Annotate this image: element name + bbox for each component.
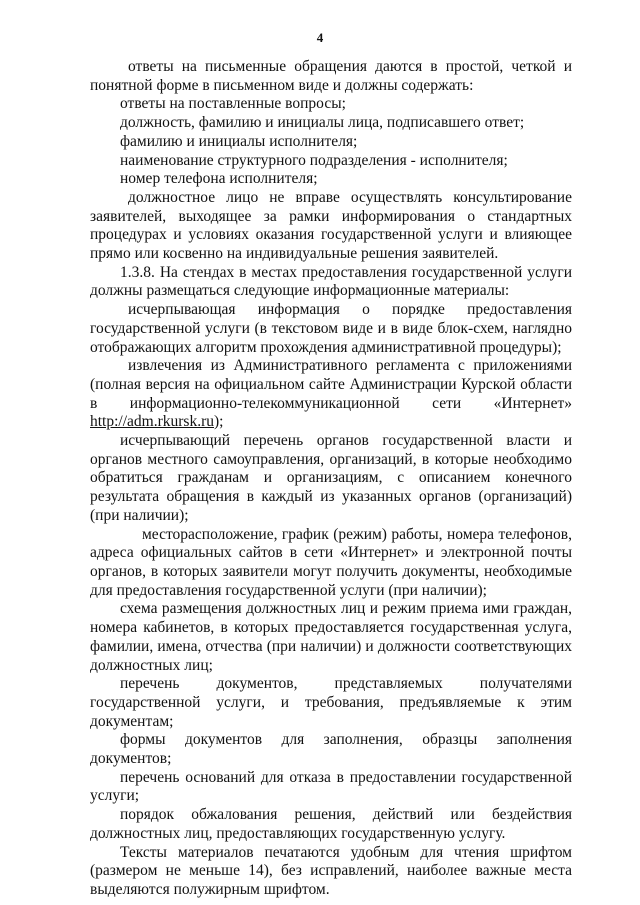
paragraph-executor-phone: номер телефона исполнителя;	[120, 170, 318, 188]
paragraph-procedure-info: исчерпывающая информация о порядке предоставления государственной услуги (в текстовом виде и в виде блок-схем, наглядно отображающих алгоритм прохождения административной процедуры);	[90, 301, 572, 356]
paragraph-division-name: наименование структурного подразделения - исполнителя;	[120, 151, 508, 169]
extract-tail: );	[214, 413, 224, 431]
adm-rkursk-link[interactable]: http://adm.rkursk.ru	[90, 413, 214, 431]
paragraph-document-forms: формы документов для заполнения, образцы заполнения документов;	[90, 731, 572, 768]
paragraph-print-requirements: Тексты материалов печатаются удобным для чтения шрифтом (размером не меньше 14), без исправлений, наиболее важные места выделяются полужирным шрифтом.	[90, 843, 572, 898]
paragraph-signer-position: должность, фамилию и инициалы лица, подписавшего ответ;	[120, 114, 525, 132]
page-number: 4	[316, 30, 324, 45]
paragraph-location-schedule: месторасположение, график (режим) работы, номера телефонов, адреса официальных сайтов в сети «Интернет» и электронной почты органов, в которых заявители могут получить документы, необходимые для предоставления государственной услуги (при наличии);	[90, 525, 572, 599]
document-body	[90, 58, 572, 900]
paragraph-official-restriction: должностное лицо не вправе осуществлять консультирование заявителей, выходящее за рамки информирования о стандартных процедурах и условиях оказания государственной услуги и влияющее прямо или косвенно на индивидуальные решения заявителей.	[90, 188, 572, 263]
paragraph-staff-placement: схема размещения должностных лиц и режим приема ими граждан, номера кабинетов, в которых предоставляется государственная услуга, фамилии, имена, отчества (при наличии) и должности соответствующих должностных лиц;	[90, 600, 572, 674]
paragraph-authorities-list: исчерпывающий перечень органов государственной власти и органов местного самоуправления, организаций, в которые необходимо обратиться гражданам и организациям, с описанием конечного результата обращения в каждый из указанных органов (организаций) (при наличии);	[90, 432, 572, 524]
paragraph-regulation-extracts	[90, 357, 572, 432]
extract-text: извлечения из Административного регламента с приложениями (полная версия на официальном сайте Администрации Курской области в информационно-телекоммуникационной сети «Интернет»	[90, 357, 572, 412]
paragraph-written-answers: ответы на письменные обращения даются в простой, четкой и понятной форме в письменном виде и должны содержать:	[90, 58, 572, 94]
paragraph-documents-list: перечень документов, представляемых получателями государственной услуги, и требования, предъявляемые к этим документам;	[90, 675, 572, 730]
paragraph-appeal-procedure: порядок обжалования решения, действий или бездействия должностных лиц, предоставляющих государственную услугу.	[90, 806, 572, 842]
paragraph-refusal-grounds: перечень оснований для отказа в предоставлении государственной услуги;	[90, 768, 572, 805]
paragraph-section-1-3-8: 1.3.8. На стендах в местах предоставления государственной услуги должны размещаться следующие информационные материалы:	[90, 263, 572, 300]
paragraph-executor-name: фамилию и инициалы исполнителя;	[120, 132, 358, 150]
paragraph-answers-to-questions: ответы на поставленные вопросы;	[120, 95, 346, 113]
